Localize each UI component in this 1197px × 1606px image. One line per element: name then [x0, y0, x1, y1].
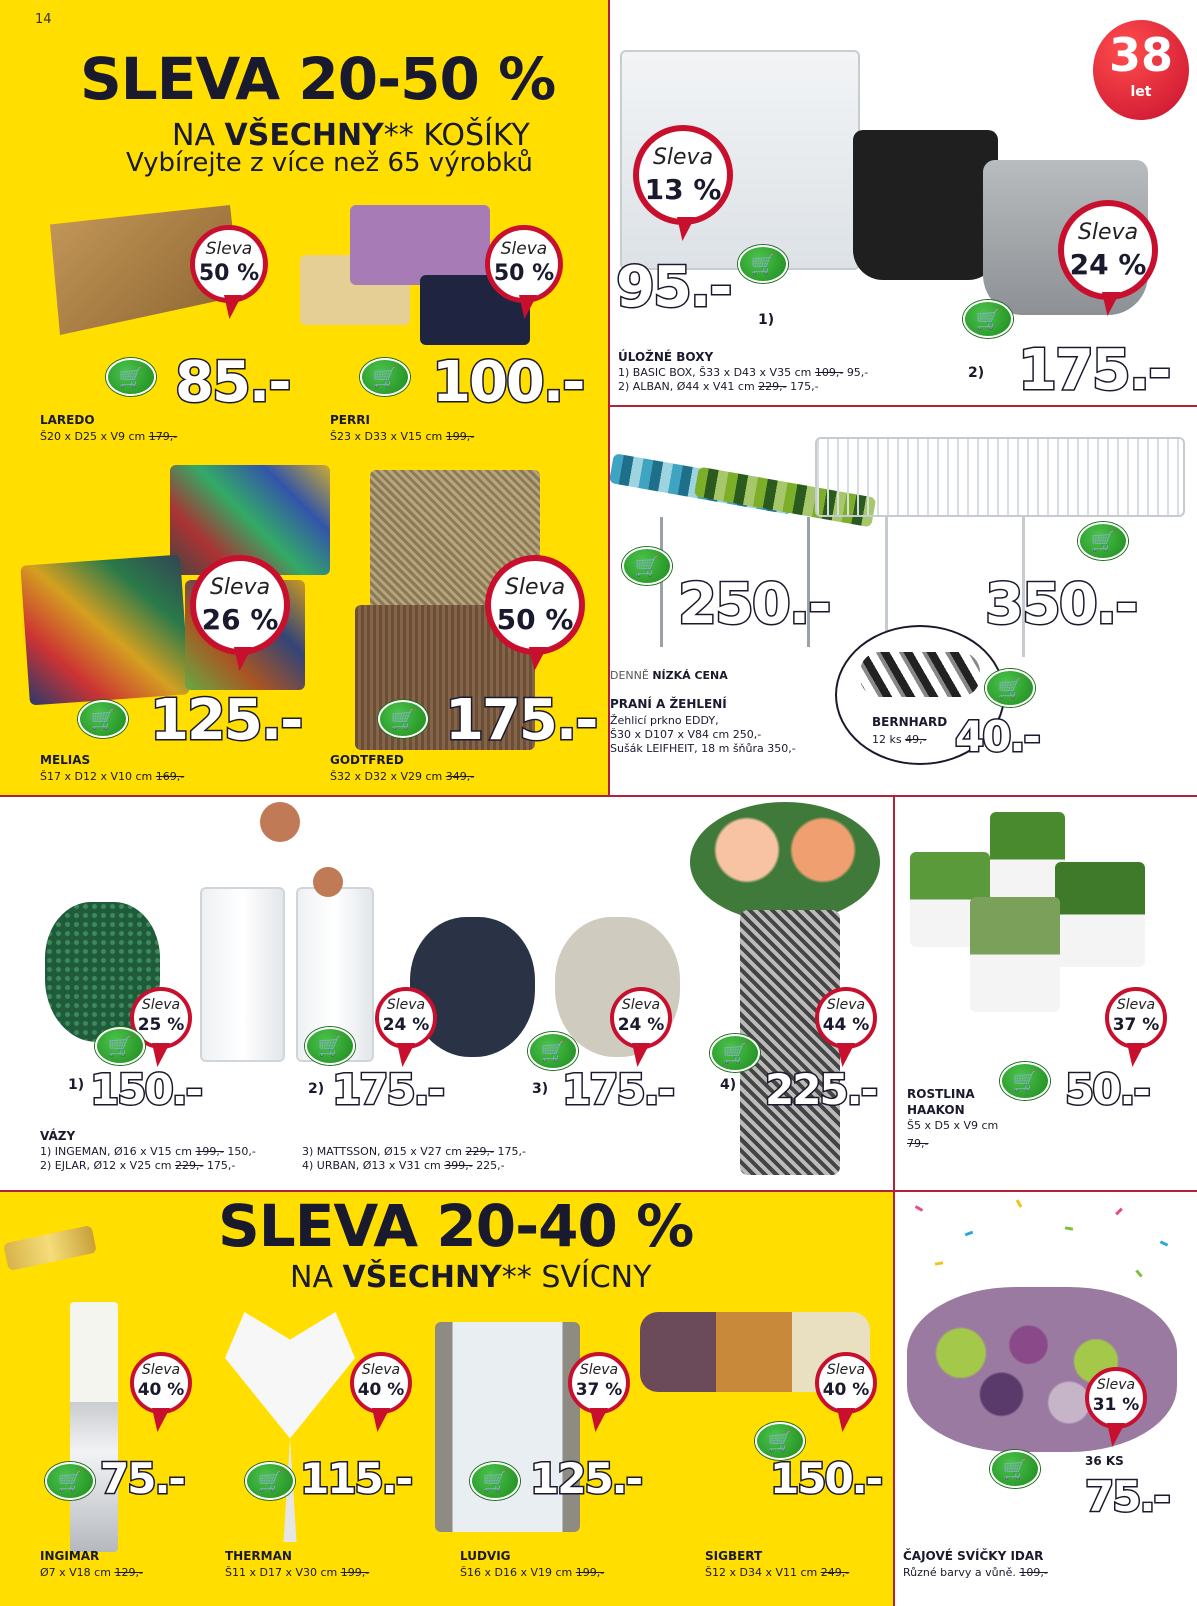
mattsson-discount-badge: Sleva 24 %	[610, 987, 672, 1057]
laundry-panel	[610, 407, 1197, 795]
candles-subheadline: NA VŠECHNY** SVÍCNY	[290, 1260, 652, 1295]
perri-discount-badge: Sleva 50 %	[485, 225, 563, 311]
ingimar-discount-badge: Sleva 40 %	[130, 1352, 192, 1422]
tealights-discount-badge: Sleva 31 %	[1085, 1367, 1147, 1437]
baskets-headline: SLEVA 20-50 %	[80, 45, 556, 113]
sigbert-cart-icon[interactable]: 🛒	[755, 1422, 805, 1460]
mattsson-price: 175.-	[562, 1065, 674, 1114]
vases-line-2: 2) EJLAR, Ø12 x V25 cm 229,- 175,-	[40, 1159, 236, 1172]
ejlar-price: 175.-	[332, 1065, 444, 1114]
confetti	[915, 1205, 923, 1212]
succulent-image-2	[990, 812, 1065, 907]
ludvig-price: 125.-	[530, 1454, 642, 1503]
therman-name: THERMAN	[225, 1549, 292, 1563]
daily-low-price-logo: DENNĚ NÍZKÁ CENA	[610, 669, 728, 682]
tealights-cart-icon[interactable]: 🛒	[990, 1450, 1040, 1488]
laredo-cart-icon[interactable]: 🛒	[106, 358, 156, 396]
gold-ribbon-decoration	[3, 1225, 97, 1271]
alban-index: 2)	[968, 365, 985, 381]
tealights-name: ČAJOVÉ SVÍČKY IDAR	[903, 1549, 1044, 1563]
therman-price: 115.-	[300, 1454, 412, 1503]
melias-box-image-2	[20, 555, 189, 706]
therman-desc: Š11 x D17 x V30 cm 199,-	[225, 1566, 370, 1579]
mattsson-index: 3)	[532, 1081, 549, 1097]
perri-price: 100.-	[432, 350, 584, 415]
alban-discount-badge: Sleva 24 %	[1058, 200, 1158, 312]
ludvig-cart-icon[interactable]: 🛒	[470, 1462, 520, 1500]
laredo-name: LAREDO	[40, 413, 95, 427]
candles-panel	[0, 1192, 893, 1606]
ingimar-cart-icon[interactable]: 🛒	[45, 1462, 95, 1500]
ingimar-desc: Ø7 x V18 cm 129,-	[40, 1566, 143, 1579]
haakon-name-1: ROSTLINA	[907, 1087, 975, 1101]
mattsson-cart-icon[interactable]: 🛒	[528, 1032, 578, 1070]
ejlar-discount-badge: Sleva 24 %	[375, 987, 437, 1057]
storage-boxes-line-2: 2) ALBAN, Ø44 x V41 cm 229,- 175,-	[618, 380, 819, 393]
therman-candle-holder-image	[225, 1312, 355, 1542]
laundry-name: PRANÍ A ŽEHLENÍ	[610, 697, 727, 711]
basic-box-index: 1)	[758, 312, 775, 328]
clothes-dryer-cart-icon[interactable]: 🛒	[1078, 522, 1128, 560]
candles-headline: SLEVA 20-40 %	[218, 1192, 694, 1260]
godtfred-price: 175.-	[445, 688, 597, 753]
urban-cart-icon[interactable]: 🛒	[710, 1034, 760, 1072]
laundry-line-3: Sušák LEIFHEIT, 18 m šňůra 350,-	[610, 742, 796, 755]
confetti	[1115, 1208, 1123, 1216]
tealights-panel	[895, 1192, 1197, 1606]
godtfred-name: GODTFRED	[330, 753, 404, 767]
urban-price: 225.-	[765, 1065, 877, 1114]
basic-box-cart-icon[interactable]: 🛒	[738, 245, 788, 283]
vases-line-4: 4) URBAN, Ø13 x V31 cm 399,- 225,-	[302, 1159, 505, 1172]
storage-boxes-panel	[608, 0, 1197, 405]
laredo-discount-badge: Sleva 50 %	[190, 225, 268, 311]
ejlar-cart-icon[interactable]: 🛒	[305, 1027, 355, 1065]
perri-desc: Š23 x D33 x V15 cm 199,-	[330, 430, 475, 443]
confetti	[965, 1231, 974, 1237]
haakon-cart-icon[interactable]: 🛒	[1000, 1062, 1050, 1100]
tealights-price: 75.-	[1085, 1472, 1169, 1521]
perri-basket-image-2	[350, 205, 490, 285]
storage-boxes-line-1: 1) BASIC BOX, Š33 x D43 x V35 cm 109,- 95,-	[618, 366, 869, 379]
haakon-discount-badge: Sleva 37 %	[1105, 987, 1167, 1057]
vases-name: VÁZY	[40, 1129, 76, 1143]
ironing-board-price: 250.-	[678, 572, 830, 637]
confetti	[935, 1261, 943, 1265]
basic-box-discount-badge: Sleva 13 %	[633, 125, 733, 237]
ingeman-price: 150.-	[90, 1065, 202, 1114]
perri-cart-icon[interactable]: 🛒	[360, 358, 410, 396]
bernhard-cart-icon[interactable]: 🛒	[985, 669, 1035, 707]
perri-name: PERRI	[330, 413, 370, 427]
haakon-panel	[895, 797, 1197, 1190]
clothes-dryer-price: 350.-	[985, 572, 1137, 637]
ironing-board-cart-icon[interactable]: 🛒	[622, 547, 672, 585]
peony-flowers-image	[690, 802, 880, 922]
confetti	[1016, 1199, 1023, 1207]
ludvig-desc: Š16 x D16 x V19 cm 199,-	[460, 1566, 605, 1579]
alban-cart-icon[interactable]: 🛒	[963, 300, 1013, 338]
anniversary-balloon: 38 let	[1093, 20, 1189, 120]
haakon-name-2: HAAKON	[907, 1103, 965, 1117]
dried-flower-image-2	[313, 867, 343, 897]
sigbert-price: 150.-	[770, 1454, 882, 1503]
melias-desc: Š17 x D12 x V10 cm 169,-	[40, 770, 185, 783]
laundry-line-2: Š30 x D107 x V84 cm 250,-	[610, 728, 762, 741]
vases-line-3: 3) MATTSSON, Ø15 x V27 cm 229,- 175,-	[302, 1145, 526, 1158]
confetti	[1065, 1226, 1073, 1230]
ingimar-candlestick-image	[70, 1302, 118, 1552]
baskets-subheadline-2: Vybírejte z více než 65 výrobků	[126, 148, 533, 178]
melias-discount-badge: Sleva 26 %	[190, 555, 290, 667]
ingimar-price: 75.-	[100, 1454, 184, 1503]
sigbert-discount-badge: Sleva 40 %	[815, 1352, 877, 1422]
clothes-dryer-image	[815, 437, 1185, 517]
godtfred-desc: Š32 x D32 x V29 cm 349,-	[330, 770, 475, 783]
succulent-image-4	[970, 897, 1060, 1012]
melias-name: MELIAS	[40, 753, 91, 767]
ludvig-name: LUDVIG	[460, 1549, 511, 1563]
ingeman-cart-icon[interactable]: 🛒	[95, 1027, 145, 1065]
laundry-line-1: Žehlicí prkno EDDY,	[610, 714, 719, 727]
baskets-panel	[0, 0, 608, 795]
confetti	[1135, 1269, 1142, 1277]
alban-black-tub-image	[853, 130, 998, 280]
confetti	[1160, 1240, 1169, 1246]
melias-price: 125.-	[150, 688, 302, 753]
godtfred-cart-icon[interactable]: 🛒	[378, 700, 428, 738]
tealights-qty: 36 KS	[1085, 1454, 1124, 1468]
therman-discount-badge: Sleva 40 %	[350, 1352, 412, 1422]
bernhard-price: 40.-	[955, 712, 1039, 761]
urban-discount-badge: Sleva 44 %	[815, 987, 877, 1057]
sigbert-desc: Š12 x D34 x V11 cm 249,-	[705, 1566, 850, 1579]
haakon-price: 50.-	[1065, 1065, 1149, 1114]
laredo-price: 85.-	[175, 350, 290, 415]
sigbert-name: SIGBERT	[705, 1549, 763, 1563]
basic-box-price: 95.-	[616, 255, 731, 320]
godtfred-discount-badge: Sleva 50 %	[485, 555, 585, 667]
vases-panel	[0, 797, 893, 1190]
baskets-subheadline: NA VŠECHNY** KOŠÍKY	[172, 118, 530, 153]
haakon-desc: Š5 x D5 x V9 cm	[907, 1119, 999, 1132]
ingeman-discount-badge: Sleva 25 %	[130, 987, 192, 1057]
storage-boxes-name: ÚLOŽNÉ BOXY	[618, 350, 714, 364]
bernhard-pegs-image	[860, 652, 980, 697]
ejlar-vase-image	[200, 887, 285, 1062]
ingeman-index: 1)	[68, 1077, 85, 1093]
melias-cart-icon[interactable]: 🛒	[78, 700, 128, 738]
ingimar-name: INGIMAR	[40, 1549, 100, 1563]
bernhard-name: BERNHARD	[872, 715, 948, 729]
succulent-image-3	[1055, 862, 1145, 967]
dried-flower-image	[260, 802, 300, 842]
ejlar-index: 2)	[308, 1081, 325, 1097]
page-number: 14	[35, 12, 52, 27]
bernhard-desc: 12 ks 49,-	[872, 733, 927, 746]
haakon-old-price: 79,-	[907, 1137, 929, 1150]
alban-price: 175.-	[1018, 338, 1170, 403]
therman-cart-icon[interactable]: 🛒	[245, 1462, 295, 1500]
vases-line-1: 1) INGEMAN, Ø16 x V15 cm 199,- 150,-	[40, 1145, 256, 1158]
tealights-desc: Různé barvy a vůně. 109,-	[903, 1566, 1048, 1579]
urban-index: 4)	[720, 1077, 737, 1093]
ludvig-discount-badge: Sleva 37 %	[568, 1352, 630, 1422]
laredo-desc: Š20 x D25 x V9 cm 179,-	[40, 430, 178, 443]
